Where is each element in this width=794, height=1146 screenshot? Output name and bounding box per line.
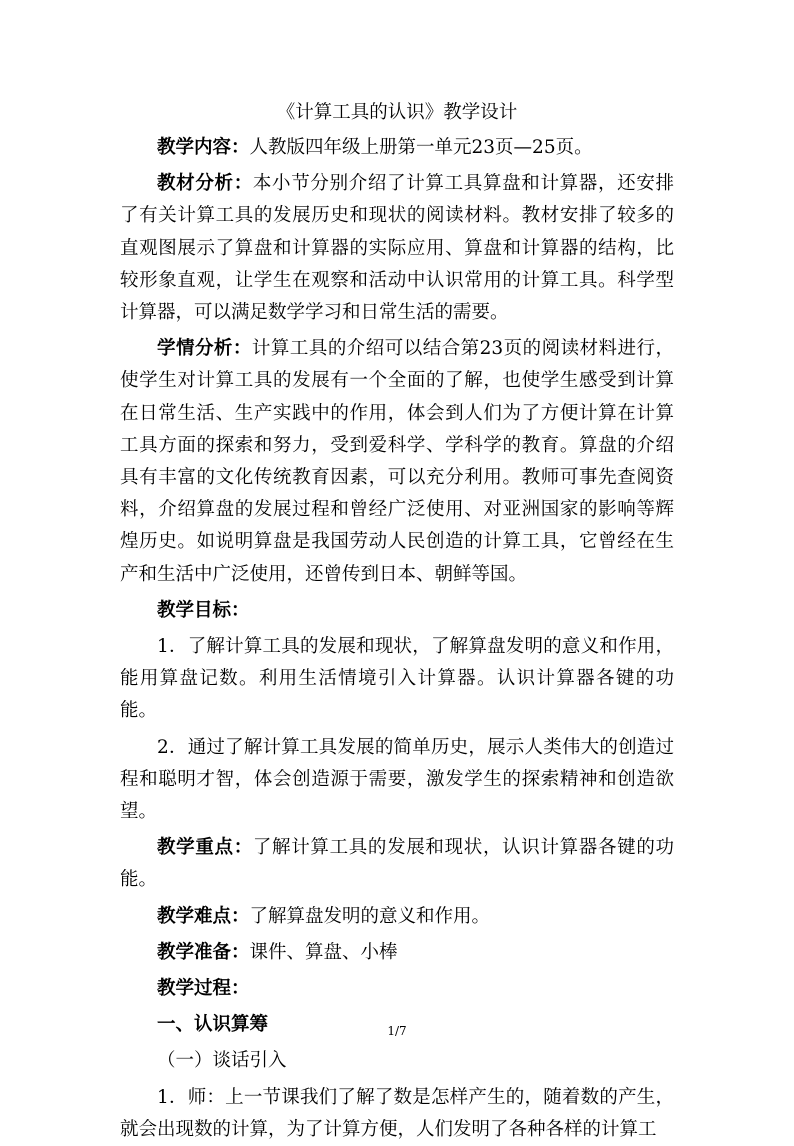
section-heading-1: 一、认识算筹	[157, 1014, 269, 1036]
student-analysis-text: 计算工具的介绍可以结合第23页的阅读材料进行，使学生对计算工具的发展有一个全面的了解，也使学生感受到计算在日常生活、生产实践中的作用，体会到人们为了方便计算在计算工具方面的探索和努力，受到爱科学、学科学的教育。算盘的介绍具有丰富的文化传统教育因素，可以充分利用。教师可事先查阅资料，介绍算盘的发展过程和曾经广泛使用、对亚洲国家的影响等辉煌历史。如说明算盘是我国劳动人民创造的计算工具，它曾经在生产和生活中广泛使用，还曾传到日本、朝鲜等国。	[120, 338, 674, 585]
document-body	[120, 98, 674, 1146]
material-analysis-label: 教材分析：	[157, 173, 253, 195]
teaching-preparation-label: 教学准备：	[157, 941, 250, 963]
teaching-process-heading: 教学过程：	[157, 978, 250, 1000]
teaching-content-label: 教学内容：	[157, 137, 250, 158]
teaching-preparation-text: 课件、算盘、小棒	[249, 941, 398, 963]
page-number: 1/7	[387, 1024, 407, 1038]
teaching-key-points-paragraph	[120, 832, 674, 896]
process-paragraph-1: 1．师：上一节课我们了解了数是怎样产生的，随着数的产生，就会出现数的计算，为了计算方便，人们发明了各种各样的计算工	[120, 1086, 674, 1140]
teaching-preparation-paragraph	[120, 937, 674, 969]
subsection-heading-1: （一）谈话引入	[157, 1050, 287, 1072]
teaching-key-points-text: 了解计算工具的发展和现状，认识计算器各键的功能。	[120, 837, 674, 891]
teaching-difficulty-paragraph	[120, 901, 674, 933]
teaching-difficulty-label: 教学难点：	[157, 905, 250, 927]
student-analysis-paragraph	[120, 333, 674, 591]
document-title: 《计算工具的认识》教学设计	[276, 102, 518, 123]
student-analysis-label: 学情分析：	[157, 338, 252, 360]
teaching-goal-1: 1．了解计算工具的发展和现状，了解算盘发明的意义和作用，能用算盘记数。利用生活情境引入计算器。认识计算器各键的功能。	[120, 636, 674, 722]
teaching-goals-heading: 教学目标：	[157, 599, 250, 621]
material-analysis-text: 本小节分别介绍了计算工具算盘和计算器，还安排了有关计算工具的发展历史和现状的阅读材料。教材安排了较多的直观图展示了算盘和计算器的实际应用、算盘和计算器的结构，比较形象直观，让学生在观察和活动中认识常用的计算工具。科学型计算器，可以满足数学学习和日常生活的需要。	[120, 173, 674, 324]
teaching-content-paragraph	[120, 132, 674, 164]
teaching-goal-2: 2．通过了解计算工具发展的简单历史，展示人类伟大的创造过程和聪明才智，体会创造源于需要，激发学生的探索精神和创造欲望。	[120, 736, 674, 823]
teaching-difficulty-text: 了解算盘发明的意义和作用。	[249, 905, 491, 927]
teaching-key-points-label: 教学重点：	[157, 837, 253, 859]
teaching-content-text: 人教版四年级上册第一单元23页—25页。	[249, 137, 593, 158]
material-analysis-paragraph	[120, 168, 674, 329]
